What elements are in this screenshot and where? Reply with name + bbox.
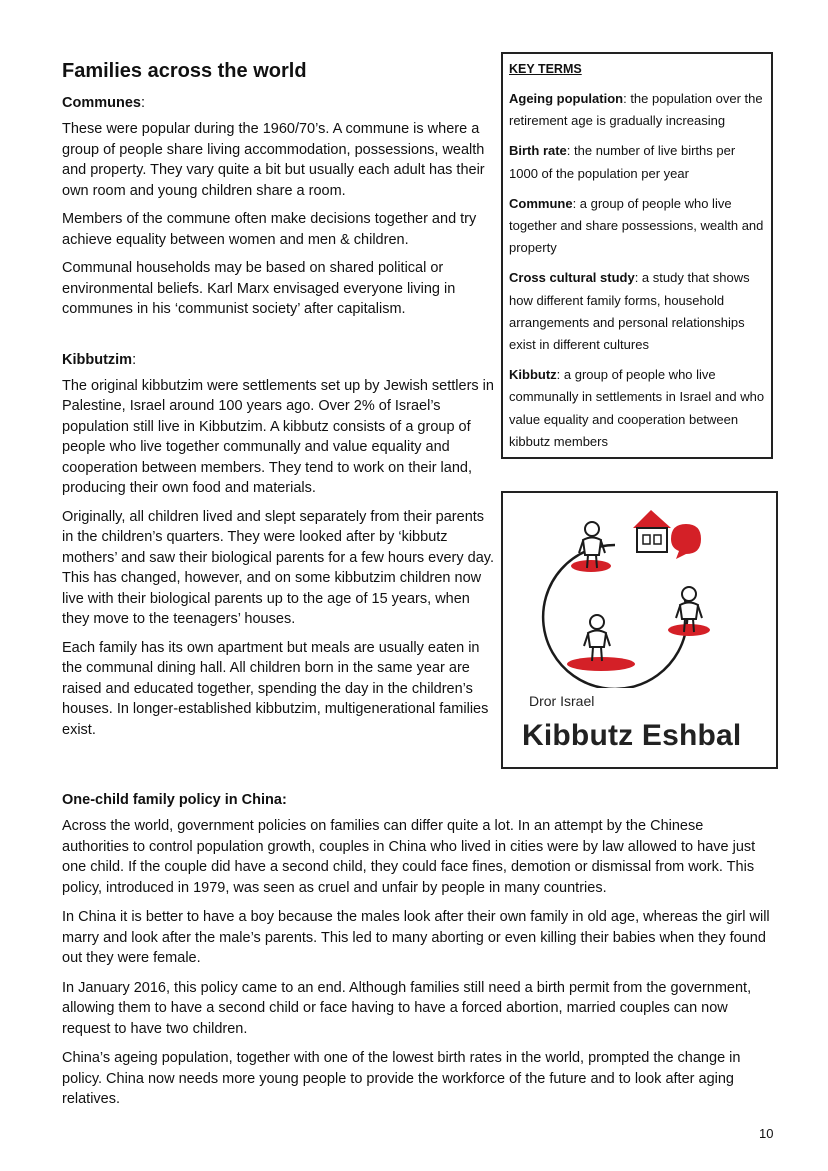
key-term-definition: : the population over the retirement age is gradually increasing: [509, 91, 763, 129]
house-roof-icon: [633, 510, 671, 528]
kibbutzim-paragraph: Originally, all children lived and slept separately from their parents in the children’s quarters. They were looked after by ‘kibbutz mothers’ and saw their biological parents for a few hours every day. This has changed, however, and on some kibbutzim children now live with their biological parents up to the age of 15 years, when they move to the teenagers’ houses.: [62, 508, 494, 627]
key-term-item: [509, 88, 765, 132]
communes-heading-colon: :: [140, 95, 145, 111]
key-term-definition: : a group of people who live together and share possessions, wealth and property: [509, 195, 764, 256]
china-paragraph: In January 2016, this policy came to an end. Although families still need a birth permit from the government, allowing them to have a second child or face having to have a forced abortion, married couples can now request to have two children.: [62, 979, 752, 1037]
left-column: [62, 58, 494, 748]
china-paragraph: Across the world, government policies on families can differ quite a lot. In an attempt by the Chinese authorities to control population growth, couples in China who lived in cities were by law allowed to have just one child. If the couple did have a second child, they could face fines, demotion or dismissal from work. This policy, introduced in 1979, was seen as cruel and unfair by people in many countries.: [62, 818, 756, 896]
kibbutz-logo-graphic: [503, 493, 776, 688]
key-term-definition: : a study that shows how different family forms, household arrangements and personal relationships exist in different cultures: [509, 270, 750, 353]
kibbutzim-paragraph: Each family has its own apartment but meals are usually eaten in the communal dining hall. All children born in the same year are raised and educated together, spending the day in the children’s houses. In longer-established kibbutzim, multigenerational families exist.: [62, 639, 489, 738]
house-icon: [637, 528, 667, 552]
communes-paragraph: Members of the commune often make decisions together and try achieve equality between women and men & children.: [62, 211, 477, 248]
key-term: Cross cultural study: [509, 270, 635, 286]
page-title: Families across the world: [62, 60, 307, 82]
key-term-definition: : a group of people who live communally in settlements in Israel and who value equality and cooperation between kibbutz members: [509, 367, 765, 449]
speech-bubble-icon: [671, 524, 701, 559]
kibbutzim-heading-colon: :: [132, 351, 137, 368]
section-spacer: [62, 328, 494, 350]
ground-shadow-icon: [668, 624, 710, 636]
key-term-item: [509, 364, 765, 453]
key-terms-box: [501, 52, 773, 459]
key-term: Commune: [509, 195, 573, 211]
logo-name: Kibbutz Eshbal: [522, 719, 742, 752]
communes-heading: [62, 93, 494, 113]
key-term-item: [509, 193, 765, 260]
kibbutzim-heading-text: Kibbutzim: [62, 351, 133, 368]
kibbutzim-heading: [62, 350, 494, 370]
key-terms-title: KEY TERMS: [509, 62, 582, 76]
logo-subtitle: Dror Israel: [529, 693, 595, 709]
china-section: [62, 790, 772, 1119]
key-term-item: [509, 140, 765, 184]
key-term: Kibbutz: [509, 367, 557, 383]
key-term-item: [509, 267, 765, 356]
communes-paragraph: These were popular during the 1960/70’s. A commune is where a group of people share living accommodation, possessions, wealth and property. They vary quite a bit but usually each adult has their own room and young children share a room.: [62, 121, 485, 199]
kibbutz-logo-box: [501, 491, 778, 769]
china-paragraph: In China it is better to have a boy because the males look after their own family in old age, whereas the girl will marry and look after the male’s parents. This led to many aborting or even killing their babies when they found out they were female.: [62, 909, 770, 966]
china-paragraph: China’s ageing population, together with one of the lowest birth rates in the world, prompted the change in policy. China now needs more young people to provide the workforce of the future and to look after aging relatives.: [62, 1050, 741, 1107]
kibbutzim-paragraph: The original kibbutzim were settlements set up by Jewish settlers in Palestine, Israel around 100 years ago. Over 2% of Israel’s population still live in Kibbutzim. A kibbutz consists of a group of people who live together communally and value equality and cooperation between members. They tend to work on their land, producing their own food and materials.: [62, 377, 494, 496]
person-icon: [584, 615, 610, 661]
china-heading: One-child family policy in China:: [62, 792, 287, 808]
communes-paragraph: Communal households may be based on shared political or environmental beliefs. Karl Marx envisaged everyone living in communes in his ‘communist society’ after capitalism.: [62, 260, 456, 317]
key-term: Ageing population: [509, 91, 624, 106]
key-term: Birth rate: [509, 143, 567, 159]
page-number: 10: [759, 1126, 774, 1141]
communes-heading-text: Communes: [62, 95, 141, 111]
ground-shadow-icon: [571, 560, 611, 572]
key-term-definition: : the number of live births per 1000 of the population per year: [509, 143, 736, 181]
